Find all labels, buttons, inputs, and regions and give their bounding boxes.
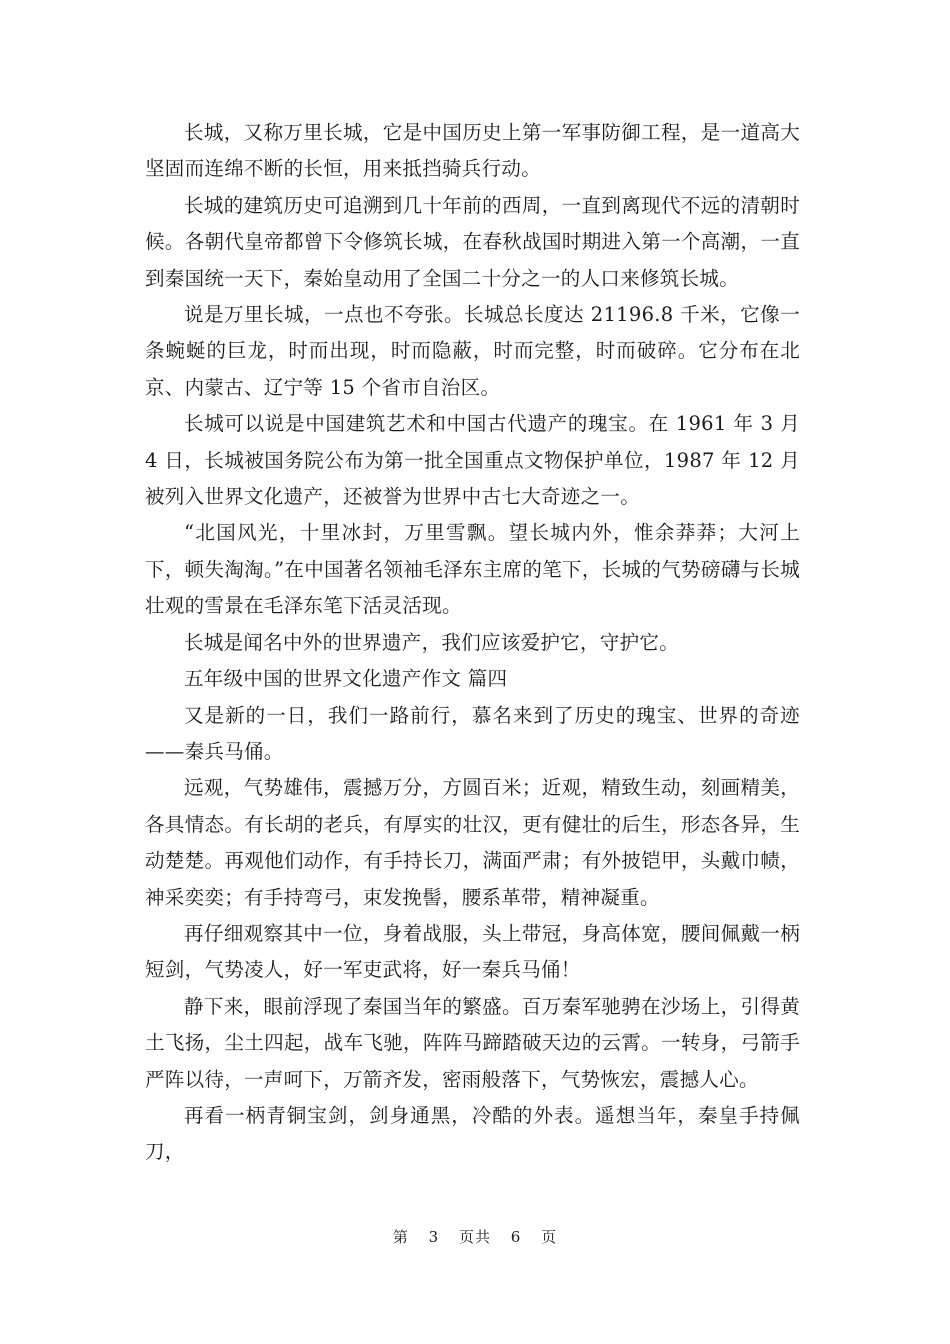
paragraph-bronze-sword: 再看一柄青铜宝剑，剑身通黑，冷酷的外表。遥想当年，秦皇手持佩刀， [145, 1103, 800, 1164]
paragraph-qin-army: 静下来，眼前浮现了秦国当年的繁盛。百万秦军驰骋在沙场上，引得黄土飞扬，尘土四起，战车飞驰，阵阵马蹄踏破天边的云霄。一转身，弓箭手严阵以待，一声呵下，万箭齐发，密雨般落下，气势恢宏，震撼人心。 [145, 994, 800, 1091]
paragraph-great-wall-history: 长城的建筑历史可追溯到几十年前的西周，一直到离现代不远的清朝时候。各朝代皇帝都曾下令修筑长城，在春秋战国时期进入第一个高潮，一直到秦国统一天下，秦始皇动用了全国二十分之一的人口来修筑长城。 [145, 193, 800, 290]
paragraph-terracotta-general: 再仔细观察其中一位，身着战服，头上带冠，身高体宽，腰间佩戴一柄短剑，气势凌人，好一军吏武将，好一秦兵马俑！ [145, 921, 800, 982]
section-heading-part-four: 五年级中国的世界文化遗产作文 篇四 [184, 667, 508, 691]
paragraph-mao-poem: “北国风光，十里冰封，万里雪飘。望长城内外，惟余莽莽；大河上下，顿失淘淘。”在中国著名领袖毛泽东主席的笔下，长城的气势磅礴与长城壮观的雪景在毛泽东笔下活灵活现。 [145, 521, 800, 618]
paragraph-protect-wall: 长城是闻名中外的世界遗产，我们应该爱护它，守护它。 [184, 630, 680, 654]
paragraph-great-wall-intro: 长城，又称万里长城，它是中国历史上第一军事防御工程，是一道高大坚固而连绵不断的长恒，用来抵挡骑兵行动。 [145, 121, 800, 181]
document-body [145, 115, 800, 1171]
paragraph-terracotta-intro: 又是新的一日，我们一路前行，慕名来到了历史的瑰宝、世界的奇迹——秦兵马俑。 [145, 703, 800, 763]
paragraph-great-wall-heritage: 长城可以说是中国建筑艺术和中国古代遗产的瑰宝。在 1961 年 3 月 4 日，长城被国务院公布为第一批全国重点文物保护单位，1987 年 12 月被列入世界文化遗产，还被誉为世界中古七大奇迹之一。 [145, 412, 800, 509]
paragraph-terracotta-view: 远观，气势雄伟，震撼万分，方圆百米；近观，精致生动，刻画精美，各具情态。有长胡的老兵，有厚实的壮汉，更有健壮的后生，形态各异，生动楚楚。再观他们动作，有手持长刀，满面严肃；有外披铠甲，头戴巾帻，神采奕奕；有手持弯弓，束发挽髻，腰系革带，精神凝重。 [145, 776, 800, 909]
paragraph-great-wall-length: 说是万里长城，一点也不夸张。长城总长度达 21196.8 千米，它像一条蜿蜒的巨龙，时而出现，时而隐蔽，时而完整，时而破碎。它分布在北京、内蒙古、辽宁等 15 个省市自治区。 [145, 303, 800, 399]
page-number-footer: 第 3 页共 6 页 [392, 1228, 558, 1246]
